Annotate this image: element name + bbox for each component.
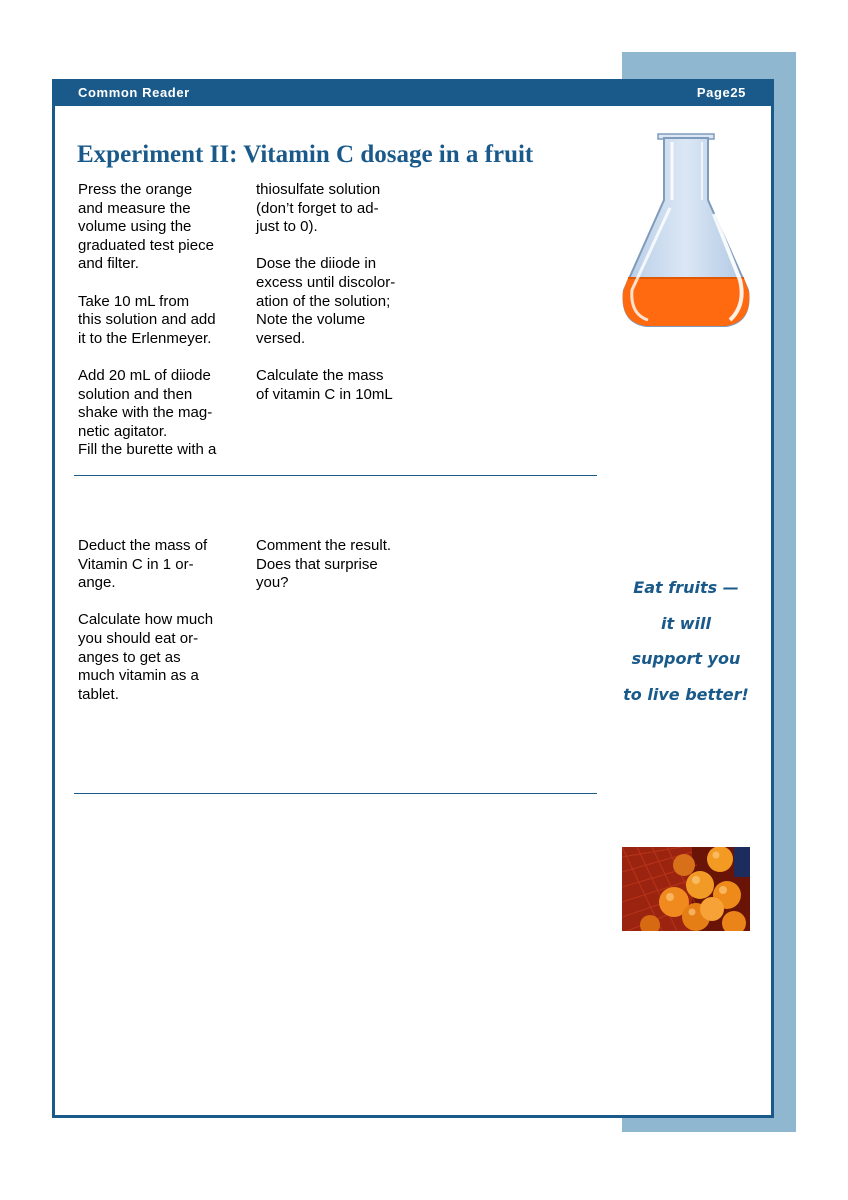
section2-column2 [256, 537, 426, 593]
oranges-photo [622, 847, 750, 931]
section1-column2 [256, 181, 426, 404]
paragraph: thiosulfate solution (don’t forget to ad- just to 0). [256, 181, 381, 236]
page-number: Page25 [696, 85, 746, 100]
page-header [52, 79, 774, 106]
paragraph: Comment the result. Does that surprise you? [256, 537, 392, 592]
paragraph: Press the orange and measure the volume using the graduated test piece and filter. [78, 181, 214, 273]
section2-column1 [78, 537, 248, 704]
publication-name: Common Reader [78, 85, 190, 100]
section-divider [74, 475, 597, 476]
sidebar-slogan: Eat fruits — it will support you to live better! [623, 578, 749, 704]
paragraph: Deduct the mass of Vitamin C in 1 or- ange. [78, 537, 208, 592]
paragraph: Dose the diiode in excess until discolor- ation of the solution; Note the volume versed. [256, 255, 396, 347]
paragraph: Calculate the mass of vitamin C in 10mL [256, 366, 393, 403]
erlenmeyer-flask-icon [618, 130, 754, 335]
section-divider [74, 793, 597, 794]
paragraph: Take 10 mL from this solution and add it to the Erlenmeyer. [78, 292, 216, 347]
section1-column1 [78, 181, 248, 460]
paragraph: Add 20 mL of diiode solution and then shake with the mag- netic agitator. Fill the burette with a [78, 366, 217, 459]
article-title: Experiment II: Vitamin C dosage in a fruit [77, 141, 534, 168]
paragraph: Calculate how much you should eat or- anges to get as much vitamin as a tablet. [78, 611, 214, 703]
